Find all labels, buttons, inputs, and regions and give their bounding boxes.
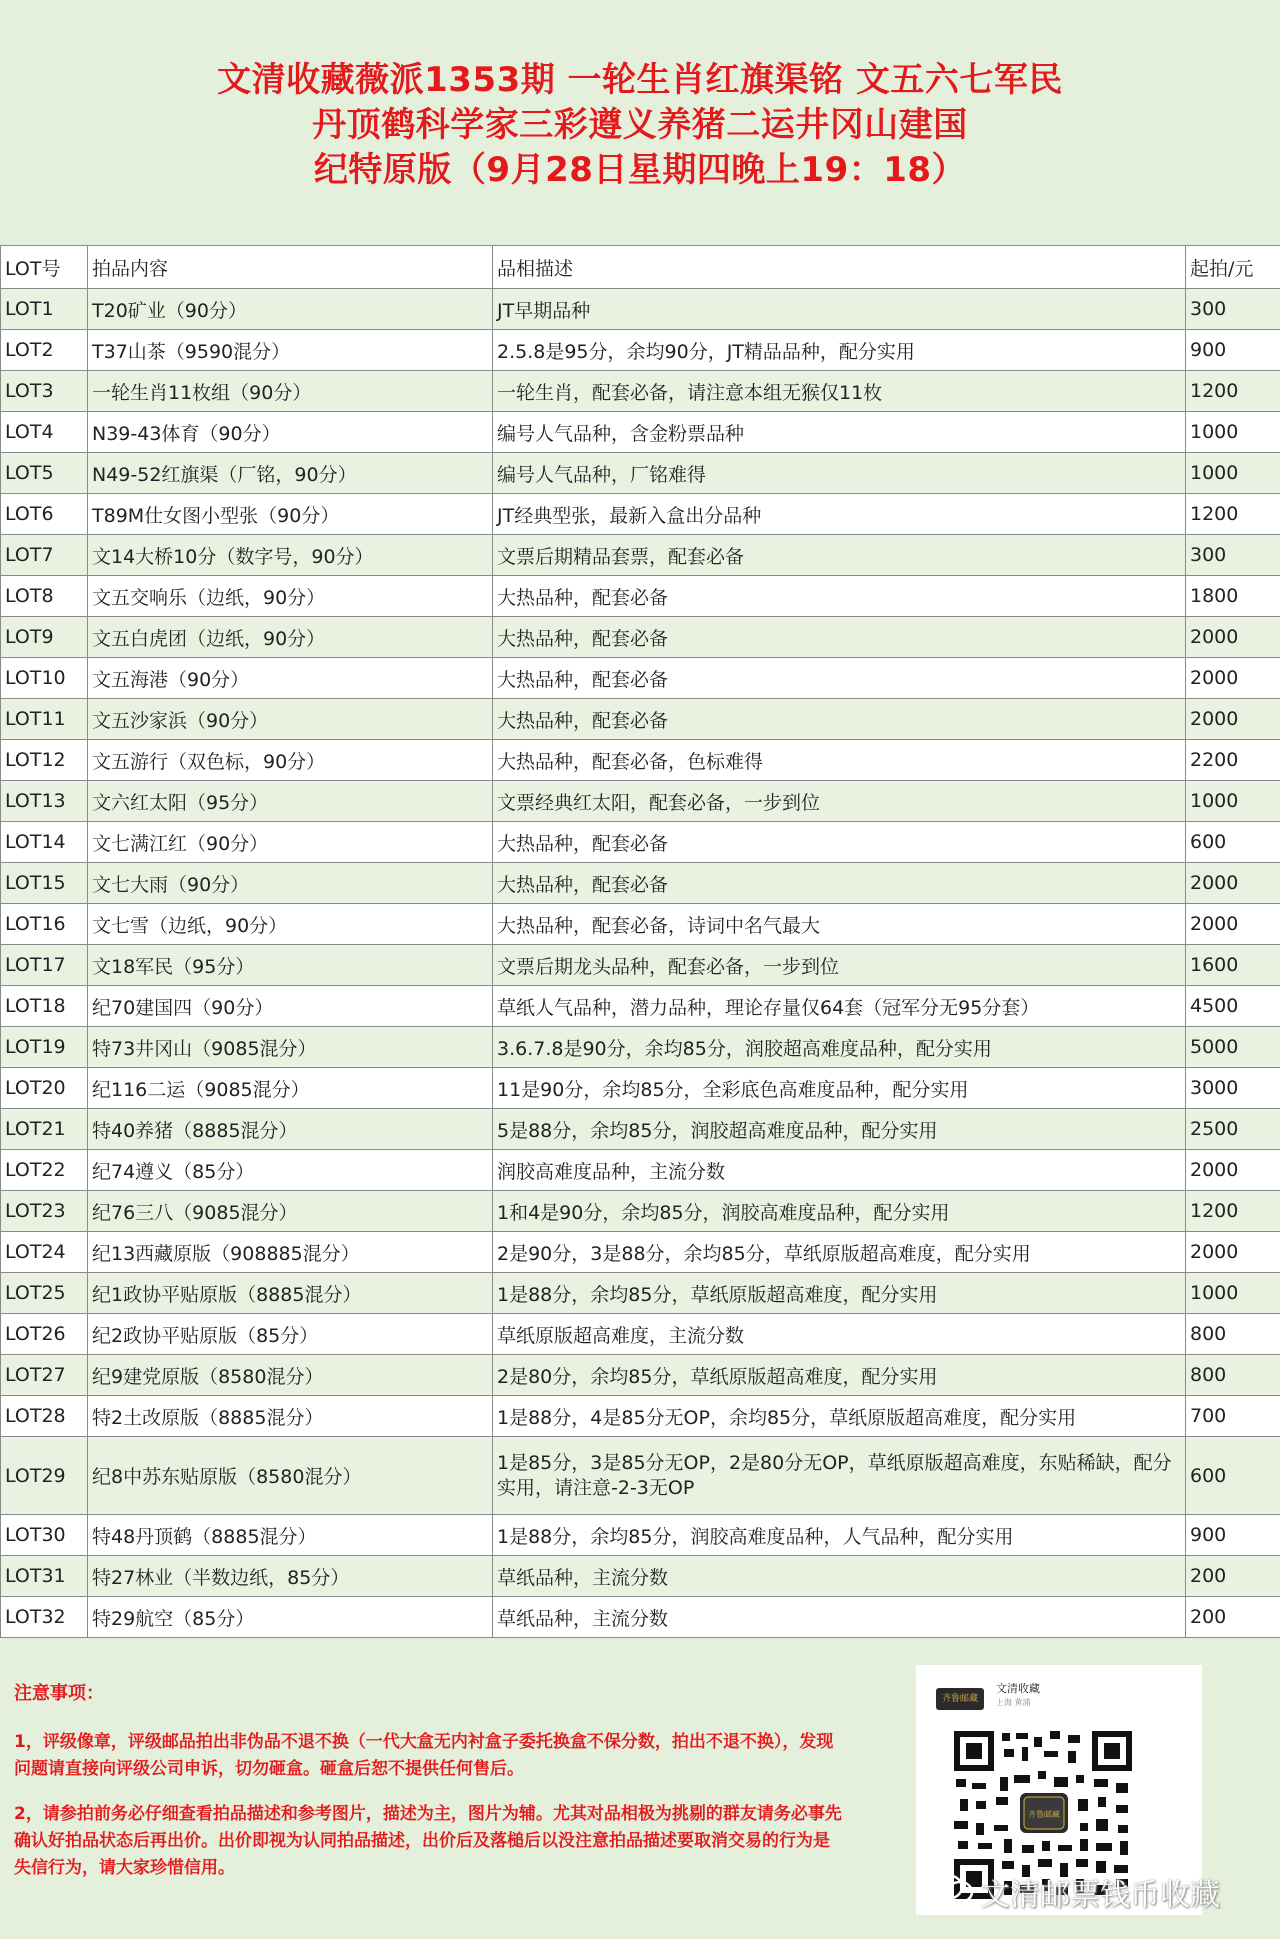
table-row bbox=[1, 453, 1280, 494]
cell-item: 纪2政协平贴原版（85分） bbox=[88, 1314, 493, 1355]
cell-lot: LOT8 bbox=[1, 576, 88, 617]
table-row bbox=[1, 699, 1280, 740]
cell-start: 2000 bbox=[1186, 904, 1280, 945]
cell-desc: 大热品种，配套必备 bbox=[493, 822, 1186, 863]
cell-start: 1000 bbox=[1186, 1273, 1280, 1314]
table-row bbox=[1, 822, 1280, 863]
qr-center-logo: 齐鲁邮藏 bbox=[1028, 1810, 1060, 1819]
table-row bbox=[1, 1109, 1280, 1150]
cell-desc: 大热品种，配套必备 bbox=[493, 617, 1186, 658]
cell-lot: LOT27 bbox=[1, 1355, 88, 1396]
cell-item: 纪116二运（9085混分） bbox=[88, 1068, 493, 1109]
cell-desc: 1和4是90分，余均85分，润胶高难度品种，配分实用 bbox=[493, 1191, 1186, 1232]
wechat-icon bbox=[930, 1873, 974, 1913]
cell-start: 1000 bbox=[1186, 453, 1280, 494]
lot-table-body bbox=[1, 289, 1280, 1638]
lot-table bbox=[0, 245, 1280, 1638]
cell-desc: 文票后期龙头品种，配套必备，一步到位 bbox=[493, 945, 1186, 986]
cell-desc: 大热品种，配套必备 bbox=[493, 658, 1186, 699]
table-row bbox=[1, 986, 1280, 1027]
cell-start: 1000 bbox=[1186, 781, 1280, 822]
cell-item: 特29航空（85分） bbox=[88, 1597, 493, 1638]
cell-desc: 2是90分，3是88分，余均85分，草纸原版超高难度，配分实用 bbox=[493, 1232, 1186, 1273]
title-line-1: 文清收藏薇派1353期 一轮生肖红旗渠铭 文五六七军民 bbox=[217, 60, 1063, 100]
title-line-2: 丹顶鹤科学家三彩遵义养猪二运井冈山建国 bbox=[312, 105, 968, 145]
cell-lot: LOT2 bbox=[1, 330, 88, 371]
cell-start: 2000 bbox=[1186, 1232, 1280, 1273]
cell-desc: 大热品种，配套必备 bbox=[493, 699, 1186, 740]
table-row bbox=[1, 289, 1280, 330]
header-start: 起拍/元 bbox=[1186, 246, 1280, 289]
cell-lot: LOT10 bbox=[1, 658, 88, 699]
cell-lot: LOT18 bbox=[1, 986, 88, 1027]
cell-item: 纪70建国四（90分） bbox=[88, 986, 493, 1027]
notes-heading: 注意事项： bbox=[14, 1683, 104, 1704]
cell-lot: LOT31 bbox=[1, 1556, 88, 1597]
title-line-3: 纪特原版（9月28日星期四晚上19：18） bbox=[313, 150, 967, 190]
table-row bbox=[1, 658, 1280, 699]
cell-start: 1200 bbox=[1186, 494, 1280, 535]
cell-desc: 1是88分，4是85分无OP，余均85分，草纸原版超高难度，配分实用 bbox=[493, 1396, 1186, 1437]
cell-item: 纪8中苏东贴原版（8580混分） bbox=[88, 1437, 493, 1515]
qr-account-name: 文清收藏 bbox=[996, 1682, 1040, 1695]
table-row bbox=[1, 945, 1280, 986]
table-row bbox=[1, 1515, 1280, 1556]
cell-lot: LOT32 bbox=[1, 1597, 88, 1638]
table-row bbox=[1, 617, 1280, 658]
cell-item: 文14大桥10分（数字号，90分） bbox=[88, 535, 493, 576]
page-title bbox=[0, 58, 1280, 193]
cell-item: 文七大雨（90分） bbox=[88, 863, 493, 904]
table-row bbox=[1, 371, 1280, 412]
cell-item: 文六红太阳（95分） bbox=[88, 781, 493, 822]
table-row bbox=[1, 330, 1280, 371]
cell-start: 2000 bbox=[1186, 658, 1280, 699]
table-row bbox=[1, 781, 1280, 822]
table-row bbox=[1, 1150, 1280, 1191]
notes-item-2: 2，请参拍前务必仔细查看拍品描述和参考图片，描述为主，图片为辅。尤其对品相极为挑剔的群友请务必事先确认好拍品状态后再出价。出价即视为认同拍品描述，出价后及落槌后以没注意拍品描述要取消交易的行为是失信行为，请大家珍惜信用。 bbox=[14, 1804, 842, 1878]
cell-lot: LOT15 bbox=[1, 863, 88, 904]
cell-lot: LOT23 bbox=[1, 1191, 88, 1232]
table-row bbox=[1, 412, 1280, 453]
cell-item: 纪76三八（9085混分） bbox=[88, 1191, 493, 1232]
cell-desc: 文票经典红太阳，配套必备，一步到位 bbox=[493, 781, 1186, 822]
cell-desc: 草纸品种，主流分数 bbox=[493, 1597, 1186, 1638]
cell-item: T37山茶（9590混分） bbox=[88, 330, 493, 371]
cell-lot: LOT20 bbox=[1, 1068, 88, 1109]
cell-start: 600 bbox=[1186, 822, 1280, 863]
cell-lot: LOT13 bbox=[1, 781, 88, 822]
cell-desc: 润胶高难度品种，主流分数 bbox=[493, 1150, 1186, 1191]
cell-start: 800 bbox=[1186, 1355, 1280, 1396]
cell-lot: LOT3 bbox=[1, 371, 88, 412]
cell-desc: 草纸原版超高难度，主流分数 bbox=[493, 1314, 1186, 1355]
cell-start: 1200 bbox=[1186, 1191, 1280, 1232]
table-row bbox=[1, 1191, 1280, 1232]
cell-lot: LOT12 bbox=[1, 740, 88, 781]
table-row bbox=[1, 535, 1280, 576]
cell-start: 1000 bbox=[1186, 412, 1280, 453]
cell-desc: 一轮生肖，配套必备，请注意本组无猴仅11枚 bbox=[493, 371, 1186, 412]
cell-item: N39-43体育（90分） bbox=[88, 412, 493, 453]
table-row bbox=[1, 1027, 1280, 1068]
watermark-text: 文清邮票钱币收藏 bbox=[980, 1878, 1220, 1913]
cell-item: 文五交响乐（边纸，90分） bbox=[88, 576, 493, 617]
cell-item: 特73井冈山（9085混分） bbox=[88, 1027, 493, 1068]
cell-item: 文七雪（边纸，90分） bbox=[88, 904, 493, 945]
cell-lot: LOT9 bbox=[1, 617, 88, 658]
cell-item: 纪13西藏原版（908885混分） bbox=[88, 1232, 493, 1273]
cell-item: 纪74遵义（85分） bbox=[88, 1150, 493, 1191]
cell-start: 300 bbox=[1186, 289, 1280, 330]
cell-desc: JT早期品种 bbox=[493, 289, 1186, 330]
cell-start: 2500 bbox=[1186, 1109, 1280, 1150]
cell-item: 纪9建党原版（8580混分） bbox=[88, 1355, 493, 1396]
cell-lot: LOT26 bbox=[1, 1314, 88, 1355]
cell-item: 文18军民（95分） bbox=[88, 945, 493, 986]
notes-section bbox=[14, 1680, 844, 1900]
cell-lot: LOT21 bbox=[1, 1109, 88, 1150]
table-row bbox=[1, 1556, 1280, 1597]
cell-item: 文五沙家浜（90分） bbox=[88, 699, 493, 740]
cell-start: 5000 bbox=[1186, 1027, 1280, 1068]
table-row bbox=[1, 904, 1280, 945]
table-row bbox=[1, 1232, 1280, 1273]
table-header-row bbox=[1, 246, 1280, 289]
cell-start: 600 bbox=[1186, 1437, 1280, 1515]
cell-start: 800 bbox=[1186, 1314, 1280, 1355]
table-row bbox=[1, 1437, 1280, 1515]
cell-desc: 2是80分，余均85分，草纸原版超高难度，配分实用 bbox=[493, 1355, 1186, 1396]
cell-lot: LOT1 bbox=[1, 289, 88, 330]
cell-desc: 3.6.7.8是90分，余均85分，润胶超高难度品种，配分实用 bbox=[493, 1027, 1186, 1068]
cell-start: 900 bbox=[1186, 1515, 1280, 1556]
cell-start: 1200 bbox=[1186, 371, 1280, 412]
cell-desc: 2.5.8是95分，余均90分，JT精品品种，配分实用 bbox=[493, 330, 1186, 371]
cell-desc: 大热品种，配套必备，色标难得 bbox=[493, 740, 1186, 781]
table-row bbox=[1, 1273, 1280, 1314]
cell-item: 文五海港（90分） bbox=[88, 658, 493, 699]
table-row bbox=[1, 494, 1280, 535]
cell-start: 900 bbox=[1186, 330, 1280, 371]
cell-desc: 编号人气品种，厂铭难得 bbox=[493, 453, 1186, 494]
cell-item: 文七满江红（90分） bbox=[88, 822, 493, 863]
cell-lot: LOT6 bbox=[1, 494, 88, 535]
header-desc: 品相描述 bbox=[493, 246, 1186, 289]
watermark bbox=[930, 1870, 1270, 1914]
cell-lot: LOT19 bbox=[1, 1027, 88, 1068]
header-item: 拍品内容 bbox=[88, 246, 493, 289]
cell-desc: 1是88分，余均85分，润胶高难度品种，人气品种，配分实用 bbox=[493, 1515, 1186, 1556]
notes-item-1: 1，评级像章，评级邮品拍出非伪品不退不换（一代大盒无内衬盒子委托换盒不保分数，拍出不退不换），发现问题请直接向评级公司申诉，切勿砸盒。砸盒后恕不提供任何售后。 bbox=[14, 1732, 834, 1779]
cell-lot: LOT11 bbox=[1, 699, 88, 740]
cell-lot: LOT29 bbox=[1, 1437, 88, 1515]
table-row bbox=[1, 1597, 1280, 1638]
cell-desc: 大热品种，配套必备 bbox=[493, 576, 1186, 617]
cell-desc: 1是85分，3是85分无OP，2是80分无OP，草纸原版超高难度，东贴稀缺，配分实用，请注意-2-3无OP bbox=[493, 1437, 1186, 1515]
cell-item: 特27林业（半数边纸，85分） bbox=[88, 1556, 493, 1597]
table-row bbox=[1, 1396, 1280, 1437]
cell-item: N49-52红旗渠（厂铭，90分） bbox=[88, 453, 493, 494]
cell-start: 2000 bbox=[1186, 863, 1280, 904]
cell-lot: LOT5 bbox=[1, 453, 88, 494]
cell-lot: LOT7 bbox=[1, 535, 88, 576]
table-row bbox=[1, 740, 1280, 781]
cell-item: 特48丹顶鹤（8885混分） bbox=[88, 1515, 493, 1556]
cell-desc: 文票后期精品套票，配套必备 bbox=[493, 535, 1186, 576]
cell-item: 纪1政协平贴原版（8885混分） bbox=[88, 1273, 493, 1314]
table-row bbox=[1, 576, 1280, 617]
cell-start: 1600 bbox=[1186, 945, 1280, 986]
cell-start: 1800 bbox=[1186, 576, 1280, 617]
cell-lot: LOT28 bbox=[1, 1396, 88, 1437]
cell-desc: 编号人气品种，含金粉票品种 bbox=[493, 412, 1186, 453]
cell-lot: LOT22 bbox=[1, 1150, 88, 1191]
cell-lot: LOT24 bbox=[1, 1232, 88, 1273]
cell-lot: LOT17 bbox=[1, 945, 88, 986]
cell-item: 特40养猪（8885混分） bbox=[88, 1109, 493, 1150]
cell-start: 700 bbox=[1186, 1396, 1280, 1437]
cell-start: 2000 bbox=[1186, 617, 1280, 658]
cell-start: 200 bbox=[1186, 1597, 1280, 1638]
cell-lot: LOT30 bbox=[1, 1515, 88, 1556]
cell-item: T20矿业（90分） bbox=[88, 289, 493, 330]
table-row bbox=[1, 1355, 1280, 1396]
cell-start: 3000 bbox=[1186, 1068, 1280, 1109]
cell-lot: LOT16 bbox=[1, 904, 88, 945]
cell-item: 一轮生肖11枚组（90分） bbox=[88, 371, 493, 412]
cell-item: 文五游行（双色标，90分） bbox=[88, 740, 493, 781]
table-row bbox=[1, 1068, 1280, 1109]
header-lot: LOT号 bbox=[1, 246, 88, 289]
cell-item: T89M仕女图小型张（90分） bbox=[88, 494, 493, 535]
header-area bbox=[0, 0, 1280, 245]
cell-desc: JT经典型张，最新入盒出分品种 bbox=[493, 494, 1186, 535]
cell-lot: LOT4 bbox=[1, 412, 88, 453]
cell-lot: LOT14 bbox=[1, 822, 88, 863]
cell-start: 4500 bbox=[1186, 986, 1280, 1027]
cell-desc: 5是88分，余均85分，润胶超高难度品种，配分实用 bbox=[493, 1109, 1186, 1150]
cell-lot: LOT25 bbox=[1, 1273, 88, 1314]
cell-start: 200 bbox=[1186, 1556, 1280, 1597]
qr-badge-logo: 齐鲁邮藏 bbox=[936, 1688, 984, 1710]
cell-start: 300 bbox=[1186, 535, 1280, 576]
cell-desc: 1是88分，余均85分，草纸原版超高难度，配分实用 bbox=[493, 1273, 1186, 1314]
cell-desc: 草纸人气品种，潜力品种，理论存量仅64套（冠军分无95分套） bbox=[493, 986, 1186, 1027]
cell-desc: 大热品种，配套必备 bbox=[493, 863, 1186, 904]
qr-account-location: 上海 黄浦 bbox=[996, 1698, 1031, 1707]
cell-start: 2000 bbox=[1186, 699, 1280, 740]
cell-desc: 大热品种，配套必备，诗词中名气最大 bbox=[493, 904, 1186, 945]
cell-desc: 11是90分，余均85分，全彩底色高难度品种，配分实用 bbox=[493, 1068, 1186, 1109]
cell-start: 2000 bbox=[1186, 1150, 1280, 1191]
table-row bbox=[1, 1314, 1280, 1355]
table-row bbox=[1, 863, 1280, 904]
cell-desc: 草纸品种，主流分数 bbox=[493, 1556, 1186, 1597]
cell-item: 文五白虎团（边纸，90分） bbox=[88, 617, 493, 658]
cell-start: 2200 bbox=[1186, 740, 1280, 781]
cell-item: 特2土改原版（8885混分） bbox=[88, 1396, 493, 1437]
